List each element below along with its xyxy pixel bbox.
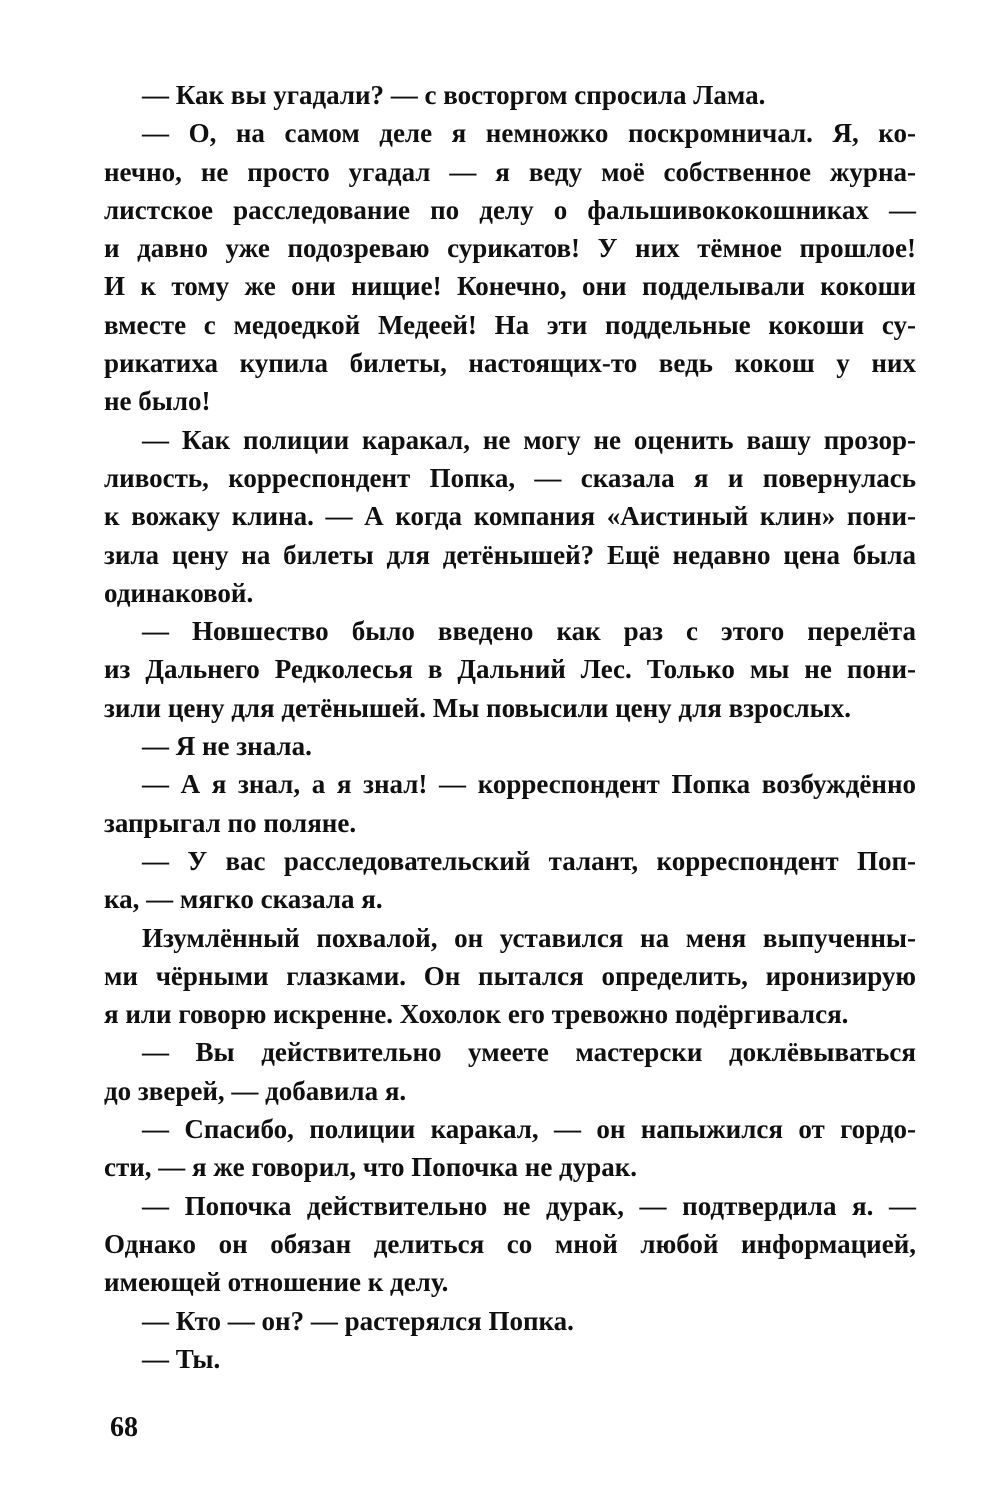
paragraph-line: одинаковой. <box>104 577 254 608</box>
paragraph-line: — Спасибо, полиции каракал, — он напыжился от гордо- <box>142 1114 916 1145</box>
paragraph-line: ливость, корреспондент Попка, — сказала я и повернулась <box>104 462 916 493</box>
paragraph-line: зили цену для детёнышей. Мы повысили цену для взрослых. <box>104 692 852 723</box>
paragraph <box>104 1340 916 1378</box>
paragraph <box>104 612 916 727</box>
paragraph-line: ка, — мягко сказала я. <box>104 884 383 915</box>
paragraph-line: имеющей отношение к делу. <box>104 1267 449 1298</box>
paragraph-line: зила цену на билеты для детёнышей? Ещё недавно цена была <box>104 539 916 570</box>
paragraph <box>104 919 916 1034</box>
text-block <box>104 76 916 1378</box>
paragraph-line: я или говорю искренне. Хохолок его тревожно подёргивался. <box>104 999 849 1030</box>
paragraph <box>104 1033 916 1110</box>
paragraph <box>104 842 916 919</box>
page-number: 68 <box>110 1412 138 1443</box>
paragraph <box>104 727 916 765</box>
paragraph-line: — Новшество было введено как раз с этого перелёта <box>142 616 916 647</box>
paragraph-line: — Я не знала. <box>142 731 312 762</box>
paragraph-line: сти, — я же говорил, что Попочка не дурак. <box>104 1152 638 1183</box>
paragraph-line: вместе с медоедкой Медеей! На эти поддельные кокоши су- <box>104 309 916 340</box>
paragraph <box>104 76 916 114</box>
paragraph <box>104 114 916 420</box>
paragraph-line: И к тому же они нищие! Конечно, они подделывали кокоши <box>104 271 916 302</box>
paragraph <box>104 1187 916 1302</box>
paragraph-line: из Дальнего Редколесья в Дальний Лес. Только мы не пони- <box>104 654 916 685</box>
paragraph-line: — Ты. <box>142 1343 221 1374</box>
paragraph-line: Изумлённый похвалой, он уставился на меня выпученны- <box>142 922 916 953</box>
paragraph-line: Однако он обязан делиться со мной любой информацией, <box>104 1228 916 1259</box>
paragraph-line: рикатиха купила билеты, настоящих-то ведь кокош у них <box>104 348 916 379</box>
paragraph-line: ми чёрными глазками. Он пытался определить, иронизирую <box>104 960 916 991</box>
paragraph-line: — У вас расследовательский талант, корреспондент Поп- <box>142 845 916 876</box>
paragraph-line: — Как вы угадали? — с восторгом спросила Лама. <box>142 80 766 110</box>
paragraph <box>104 421 916 612</box>
paragraph-line: к вожаку клина. — А когда компания «Аистиный клин» пони- <box>104 501 916 532</box>
paragraph-line: — О, на самом деле я немножко поскромничал. Я, ко- <box>142 118 916 149</box>
paragraph-line: нечно, не просто угадал — я веду моё собственное журна- <box>104 156 916 187</box>
paragraph-line: — Вы действительно умеете мастерски доклёвываться <box>142 1037 916 1068</box>
paragraph-line: — А я знал, а я знал! — корреспондент Попка возбуждённо <box>142 769 916 800</box>
paragraph <box>104 1110 916 1187</box>
paragraph-line: — Как полиции каракал, не могу не оценить вашу прозор- <box>142 424 916 455</box>
paragraph-line: не было! <box>104 386 211 417</box>
paragraph <box>104 765 916 842</box>
paragraph-line: и давно уже подозреваю сурикатов! У них тёмное прошлое! <box>104 233 916 264</box>
paragraph-line: листское расследование по делу о фальшивококошниках — <box>104 194 916 225</box>
paragraph <box>104 1302 916 1340</box>
paragraph-line: — Попочка действительно не дурак, — подтвердила я. — <box>142 1190 916 1221</box>
paragraph-line: до зверей, — добавила я. <box>104 1075 407 1106</box>
paragraph-line: — Кто — он? — растерялся Попка. <box>142 1305 574 1336</box>
paragraph-line: запрыгал по поляне. <box>104 807 357 838</box>
